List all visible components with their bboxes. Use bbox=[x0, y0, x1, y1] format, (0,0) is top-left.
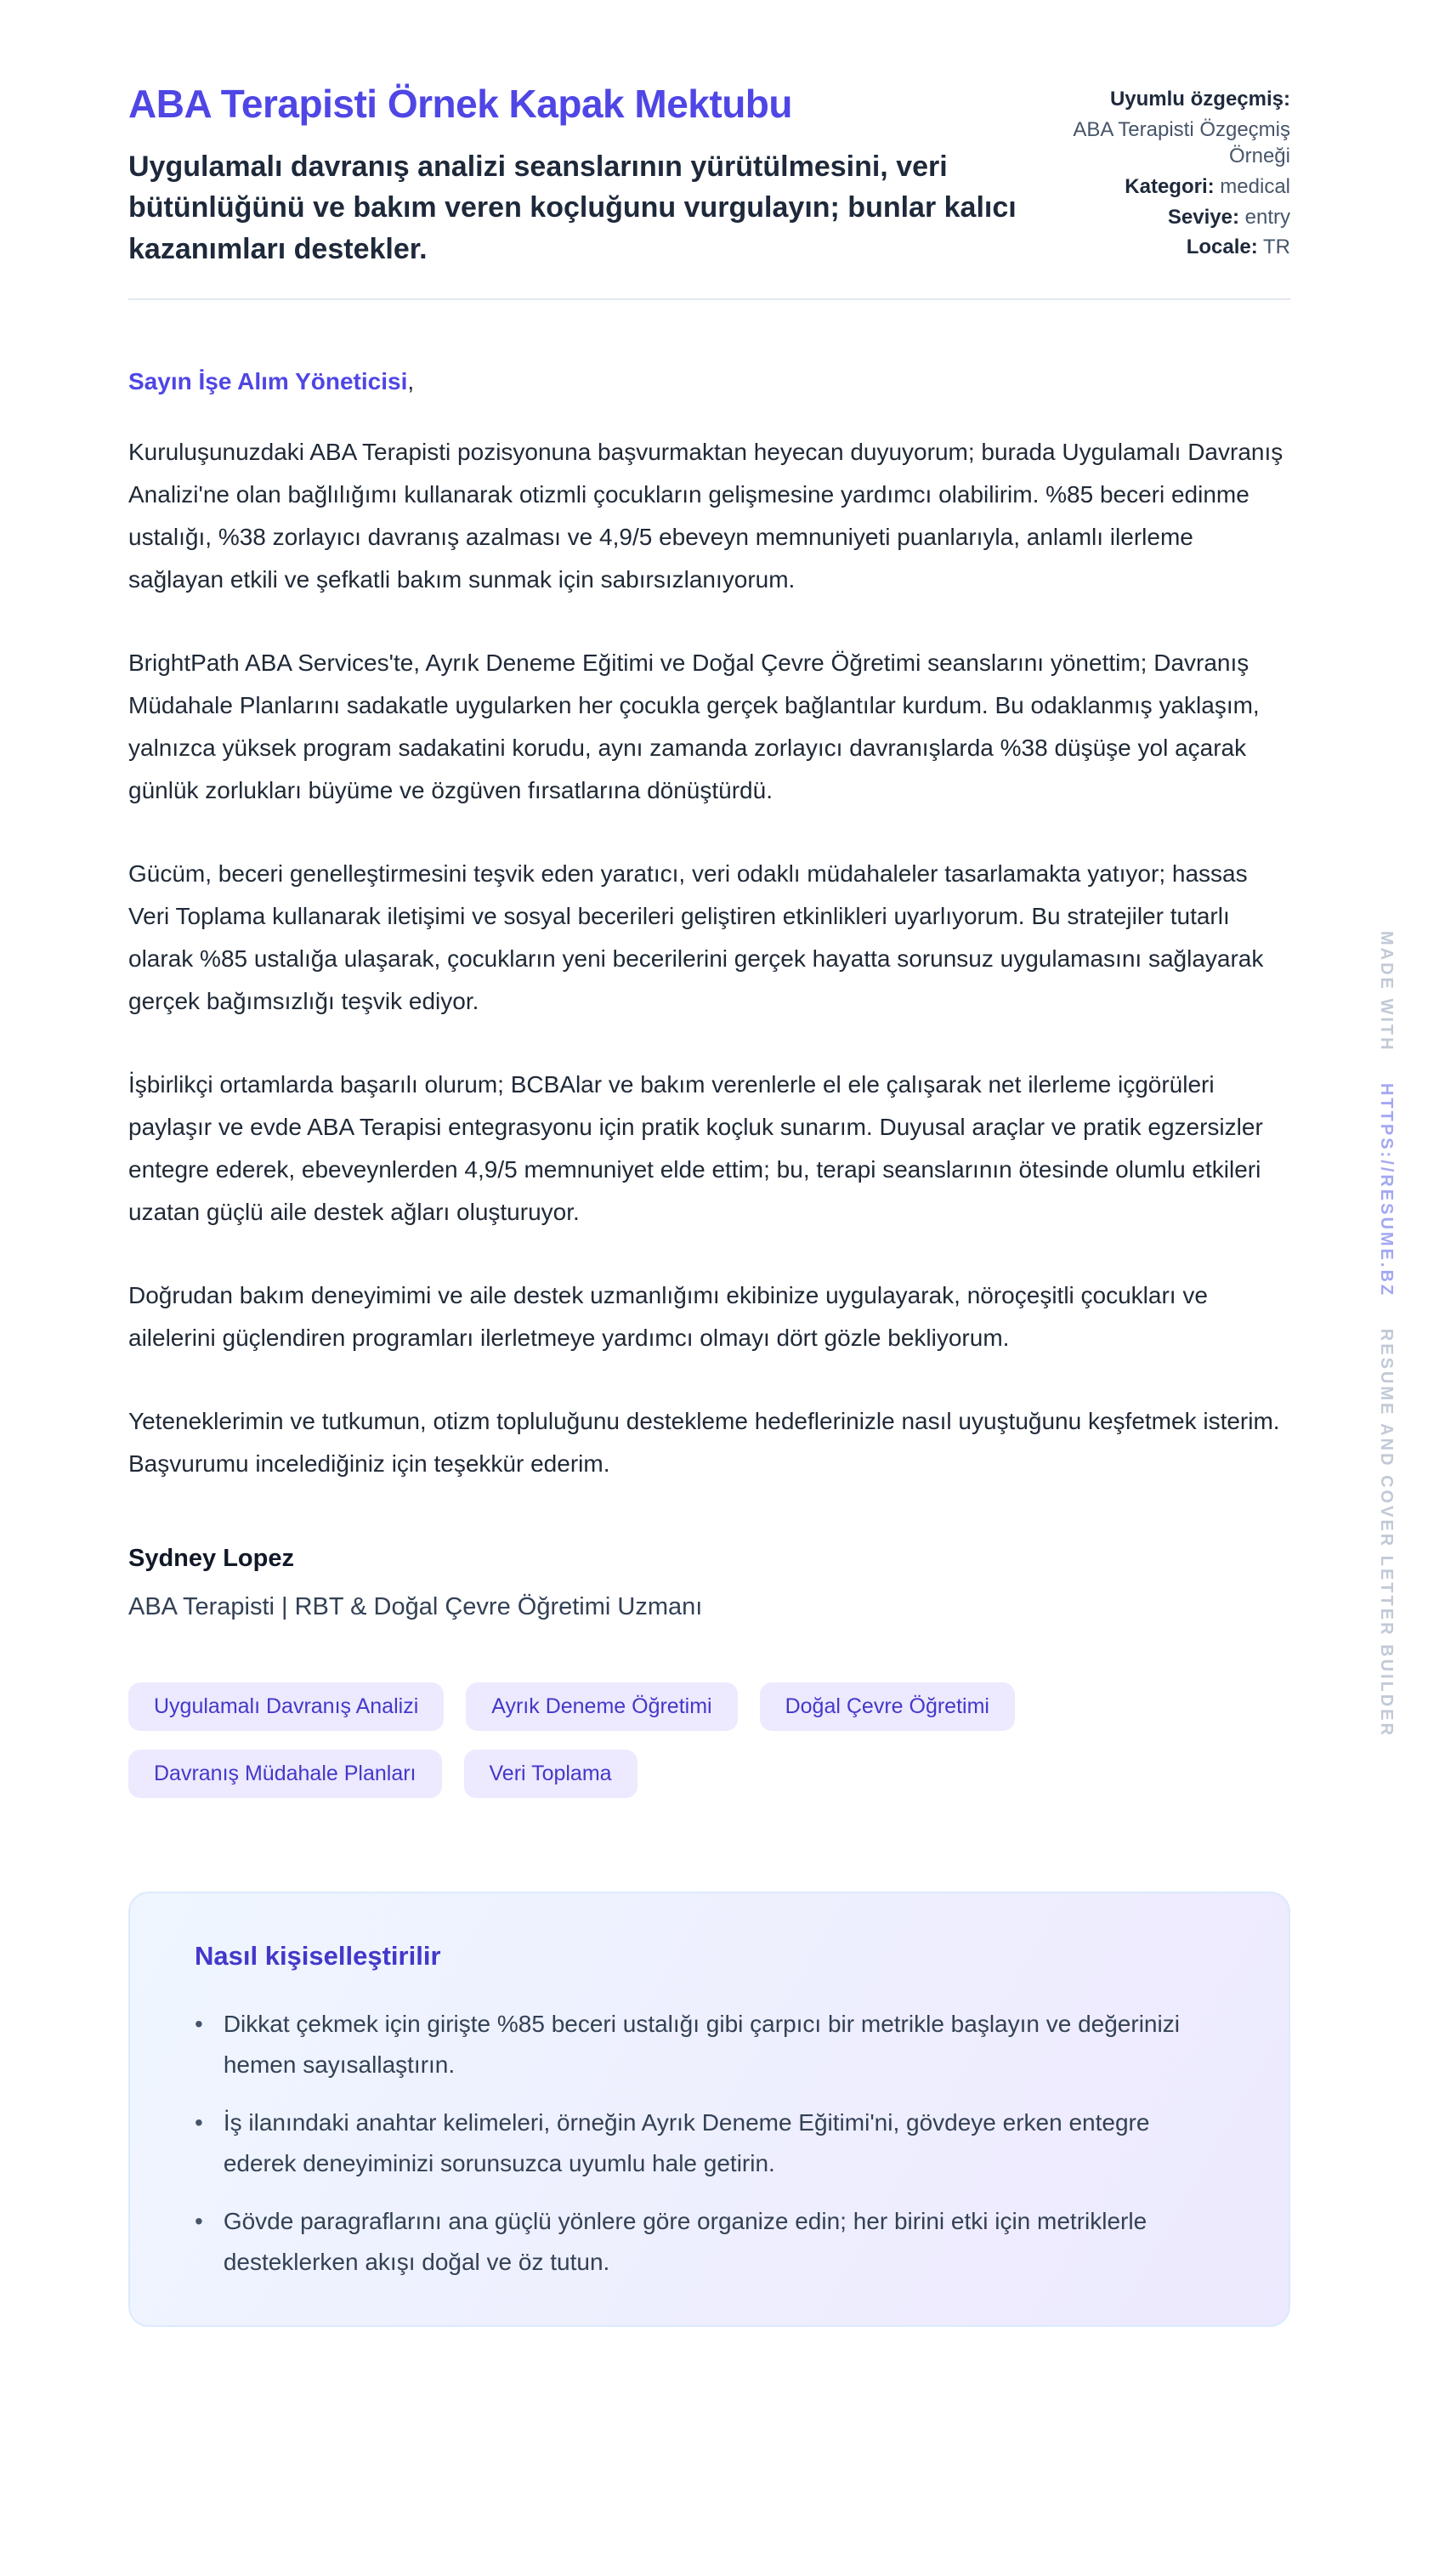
matching-resume-label: Uyumlu özgeçmiş: bbox=[1109, 88, 1290, 111]
header bbox=[128, 81, 1290, 270]
tip-text: Dikkat çekmek için girişte %85 beceri ustalığı gibi çarpıcı bir metrikle başlayın ve değerinizi hemen sayısallaştırın. bbox=[223, 2010, 1180, 2078]
skill-tag[interactable]: Veri Toplama bbox=[464, 1750, 638, 1798]
bullet-dot-icon: • bbox=[195, 2010, 203, 2037]
category-label: Kategori: bbox=[1125, 175, 1215, 199]
locale-label: Locale: bbox=[1186, 235, 1258, 259]
personalization-tips-card bbox=[128, 1892, 1290, 2327]
skill-tag[interactable]: Davranış Müdahale Planları bbox=[128, 1750, 442, 1798]
tip-item bbox=[183, 2201, 1228, 2283]
watermark-suffix: RESUME AND COVER LETTER BUILDER bbox=[1377, 1328, 1396, 1738]
level-label: Seviye: bbox=[1167, 205, 1239, 229]
letter-paragraph: Gücüm, beceri genelleştirmesini teşvik eden yaratıcı, veri odaklı müdahaleler tasarlamakta yatıyor; hassas Veri Toplama kullanarak iletişimi ve sosyal becerileri geliştiren etkinlikleri uyarlıyorum. Bu stratejiler tutarlı olarak %85 ustalığa ulaşarak, çocukların yeni becerilerini gerçek hayatta sorunsuz uygulamasını sağlayarak gerçek bağımsızlığı teşvik ediyor. bbox=[128, 860, 1264, 1014]
bullet-dot-icon: • bbox=[195, 2108, 203, 2136]
letter-paragraph: İşbirlikçi ortamlarda başarılı olurum; BCBAlar ve bakım verenlerle el ele çalışarak net ilerleme içgörüleri paylaşır ve evde ABA Terapisi entegrasyonu için pratik koçluk sunarım. Duyusal araçlar ve pratik egzersizler entegre ederek, ebeveynlerden 4,9/5 memnuniyet elde ettim; bu, terapi seanslarının ötesinde olumlu etkileri uzatan güçlü aile destek ağları oluşturuyor. bbox=[128, 1070, 1263, 1225]
made-with-watermark bbox=[1376, 931, 1396, 1738]
letter-paragraph: Kuruluşunuzdaki ABA Terapisti pozisyonuna başvurmaktan heyecan duyuyorum; burada Uygulamalı Davranış Analizi'ne olan bağlılığımı kullanarak otizmli çocukların gelişmesine yardımcı olabilirim. %85 beceri edinme ustalığı, %38 zorlayıcı davranış azalması ve 4,9/5 ebeveyn memnuniyeti puanlarıyla, anlamlı ilerleme sağlayan etkili ve şefkatli bakım sunmak için sabırsızlanıyorum. bbox=[128, 438, 1284, 593]
category-row bbox=[1035, 173, 1290, 201]
tip-text: Gövde paragraflarını ana güçlü yönlere göre organize edin; her birini etki için metriklerle desteklerken akışı doğal ve öz tutun. bbox=[223, 2207, 1148, 2275]
page-subtitle: Uygulamalı davranış analizi seanslarının yürütülmesini, veri bütünlüğünü ve bakım veren koçluğunu vurgulayın; bunlar kalıcı kazanımları destekler. bbox=[128, 150, 1017, 265]
skill-tag[interactable]: Ayrık Deneme Öğretimi bbox=[466, 1682, 737, 1731]
tips-title: Nasıl kişiselleştirilir bbox=[195, 1940, 441, 1971]
letter-paragraph: BrightPath ABA Services'te, Ayrık Deneme Eğitimi ve Doğal Çevre Öğretimi seanslarını yönettim; Davranış Müdahale Planlarını sadakatle uygularken her çocukla gerçek bağlantılar kurdum. Bu odaklanmış yaklaşım, yalnızca yüksek program sadakatini korudu, aynı zamanda zorlayıcı davranışlarda %38 düşüşe yol açarak günlük zorlukları büyüme ve özgüven fırsatlarına dönüştürdü. bbox=[128, 649, 1260, 803]
letter-paragraph: Doğrudan bakım deneyimimi ve aile destek uzmanlığımı ekibinize uygulayarak, nöroçeşitli çocukları ve ailelerini güçlendiren programları ilerletmeye yardımcı olmayı dört gözle bekliyorum. bbox=[128, 1281, 1208, 1351]
signature-block bbox=[128, 1545, 1289, 1621]
matching-resume-link[interactable]: ABA Terapisti Özgeçmiş Örneği bbox=[1073, 117, 1290, 168]
matching-resume-link-row bbox=[1035, 116, 1290, 170]
locale-row bbox=[1035, 234, 1290, 261]
matching-resume-label-row bbox=[1035, 86, 1290, 113]
tip-text: İş ilanındaki anahtar kelimeleri, örneğin Ayrık Deneme Eğitimi'ni, gövdeye erken entegre ederek deneyiminizi sorunsuzca uyumlu hale getirin. bbox=[223, 2108, 1150, 2176]
tip-item bbox=[183, 2102, 1228, 2184]
locale-value: TR bbox=[1263, 235, 1290, 259]
header-text-block bbox=[128, 81, 1035, 270]
bullet-dot-icon: • bbox=[195, 2207, 203, 2234]
skill-tag[interactable]: Uygulamalı Davranış Analizi bbox=[128, 1682, 444, 1731]
resume-bz-link[interactable]: HTTPS://RESUME.BZ bbox=[1377, 1083, 1396, 1298]
greeting-comma: , bbox=[407, 367, 415, 394]
signature-role: ABA Terapisti | RBT & Doğal Çevre Öğretimi Uzmanı bbox=[128, 1592, 703, 1620]
letter-paragraph: Yeteneklerimin ve tutkumun, otizm topluluğunu destekleme hedeflerinizle nasıl uyuştuğunu keşfetmek isterim. Başvurumu incelediğiniz için teşekkür ederim. bbox=[128, 1407, 1280, 1477]
level-value: entry bbox=[1244, 205, 1290, 229]
category-value: medical bbox=[1220, 175, 1290, 199]
letter-body bbox=[128, 368, 1289, 1621]
signature-name: Sydney Lopez bbox=[128, 1544, 294, 1572]
skill-tag[interactable]: Doğal Çevre Öğretimi bbox=[760, 1682, 1015, 1731]
resume-meta bbox=[1035, 81, 1290, 264]
skill-tags bbox=[128, 1682, 1290, 1798]
watermark-prefix: MADE WITH bbox=[1377, 931, 1396, 1053]
greeting-text: Sayın İşe Alım Yöneticisi bbox=[128, 367, 408, 394]
header-divider bbox=[128, 298, 1290, 300]
page-title: ABA Terapisti Örnek Kapak Mektubu bbox=[128, 82, 792, 126]
greeting bbox=[128, 368, 1289, 395]
tip-item bbox=[183, 2004, 1228, 2085]
level-row bbox=[1035, 204, 1290, 231]
